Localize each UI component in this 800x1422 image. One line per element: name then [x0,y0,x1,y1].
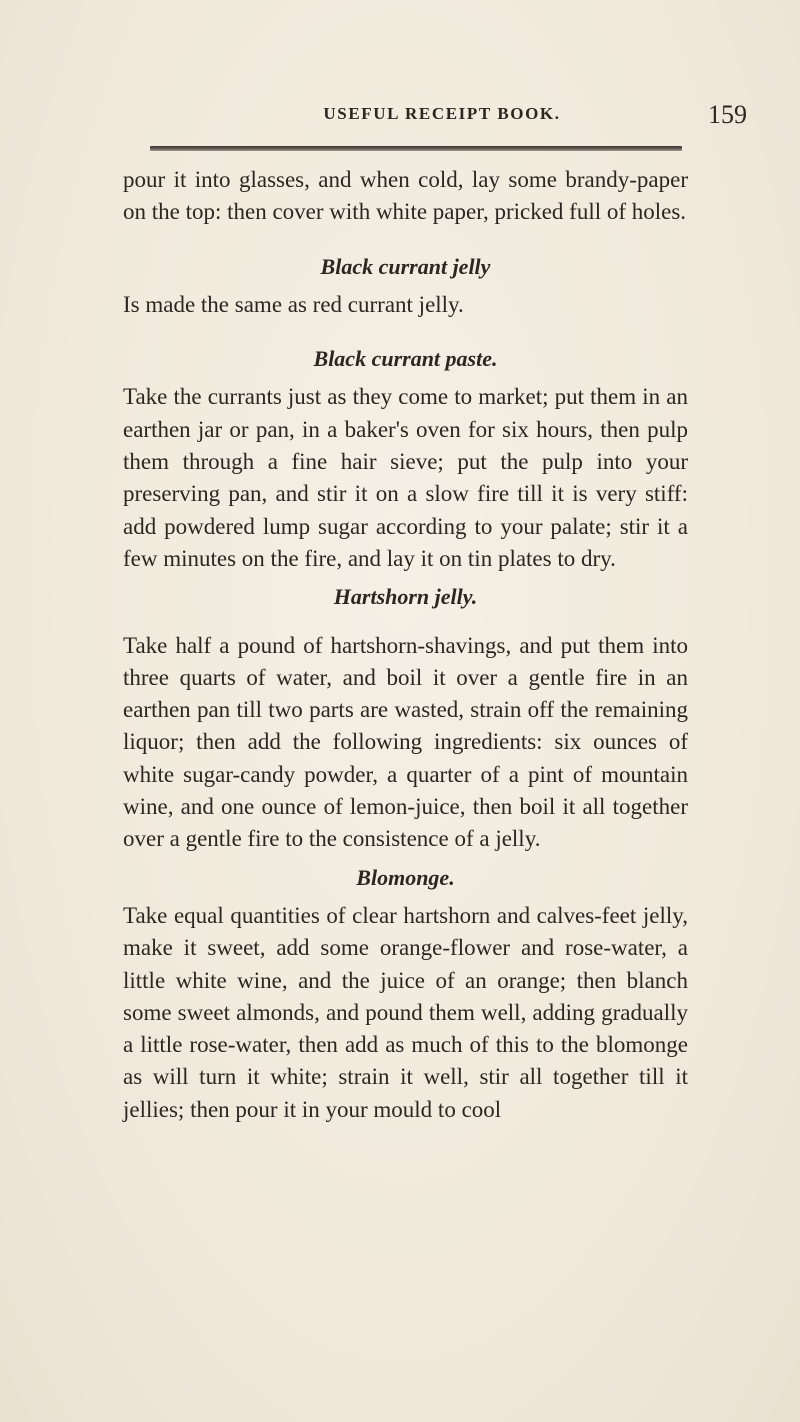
recipe-text-hartshorn-jelly: Take half a pound of hartshorn-shavings, and put them into three quarts of water, and boil it over a gentle fire in an earthen pan till two parts are wasted, strain off the remaining liquor; then add the following ingredients: six ounces of white sugar-candy powder, a quarter of a pint of mountain wine, and one ounce of lemon-juice, then boil it all together over a gentle fire to the consistence of a jelly. [123,632,688,852]
running-header [0,100,800,134]
recipe-text-black-currant-paste: Take the currants just as they come to market; put them in an earthen jar or pan, in a baker's oven for six hours, then pulp them through a fine hair sieve; put the pulp into your preserving pan, and stir it on a slow fire till it is very stiff: add powdered lump sugar according to your palate; stir it a few minutes on the fire, and lay it on tin plates to dry. [123,384,688,571]
page-body [123,164,688,1126]
page-number: 159 [708,100,747,129]
recipe-text-blomonge: Take equal quantities of clear hartshorn and calves-feet jelly, make it sweet, add some orange-flower and rose-water, a little white wine, and the juice of an orange; then blanch some sweet almonds, and pound them well, adding gradually a little rose-water, then add as much of this to the blomonge as will turn it white; strain it well, stir all together till it jellies; then pour it in your mould to cool [123,902,688,1122]
recipe-text-black-currant-jelly: Is made the same as red currant jelly. [123,291,464,317]
recipe-heading-black-currant-paste: Black currant paste. [313,346,498,372]
running-title: USEFUL RECEIPT BOOK. [323,104,561,123]
intro-paragraph: pour it into glasses, and when cold, lay some brandy-paper on the top: then cover with white paper, pricked full of holes. [123,167,688,225]
recipe-heading-hartshorn-jelly: Hartshorn jelly. [333,584,478,610]
recipe-heading-blomonge: Blomonge. [356,864,455,890]
header-rule [150,146,682,151]
recipe-heading-black-currant-jelly: Black currant jelly [320,253,491,279]
